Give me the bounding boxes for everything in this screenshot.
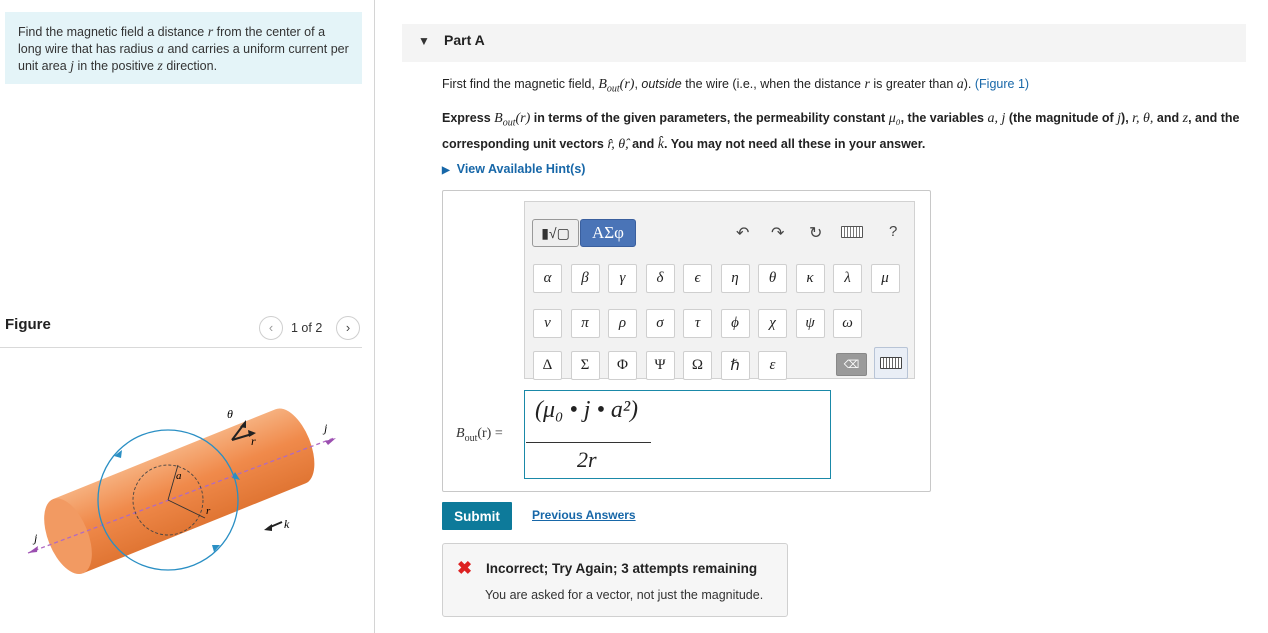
- theta-label: θ: [227, 407, 233, 421]
- figure-pager-count: 1 of 2: [291, 321, 323, 335]
- symbol-button[interactable]: γ: [608, 264, 637, 293]
- math-toolbar: [524, 201, 915, 379]
- symbol-button[interactable]: σ: [646, 309, 675, 338]
- r-label: r: [206, 505, 211, 517]
- problem-text: in the positive: [74, 59, 158, 73]
- expand-triangle-icon: ▶: [442, 165, 450, 176]
- figure-prev-button[interactable]: ‹: [259, 316, 283, 340]
- r-hat-label: r: [251, 434, 256, 448]
- k-hat-label: k: [284, 517, 290, 531]
- var-r: r: [207, 25, 214, 40]
- cylinder-body: [53, 402, 324, 574]
- symbol-button[interactable]: ρ: [608, 309, 637, 338]
- view-hints-toggle[interactable]: [442, 162, 585, 176]
- problem-text: Find the magnetic field a distance: [18, 25, 208, 39]
- symbol-button[interactable]: Σ: [571, 351, 600, 380]
- symbol-button[interactable]: β: [571, 264, 600, 293]
- feedback-message: You are asked for a vector, not just the magnitude.: [485, 588, 764, 602]
- keyboard-shortcuts-icon[interactable]: [841, 226, 863, 238]
- keyboard-icon: [880, 357, 902, 369]
- fraction-bar: [526, 442, 651, 443]
- symbol-button[interactable]: χ: [758, 309, 787, 338]
- var-z: z: [157, 59, 163, 74]
- symbol-button[interactable]: Ω: [683, 351, 712, 380]
- reset-icon[interactable]: ↻: [809, 225, 823, 242]
- previous-answers-link[interactable]: Previous Answers: [532, 508, 636, 522]
- symbol-button[interactable]: Ψ: [646, 351, 675, 380]
- symbol-button[interactable]: τ: [683, 309, 712, 338]
- instructions-text: Express $B_{out}(r)$ in terms of the given parameters, the permeability constant μ₀, the variables a, j (the magnitude of j), r, θ, and z, and the corresponding unit vectors r̂, θ̂, and k̂. You may not need all these in your answer.: [442, 111, 1240, 152]
- symbol-button[interactable]: ε: [758, 351, 787, 380]
- figure-1-link[interactable]: (Figure 1): [974, 77, 1030, 91]
- submit-button[interactable]: Submit: [442, 502, 512, 530]
- j-top-label: j: [324, 421, 328, 435]
- symbol-button[interactable]: ψ: [796, 309, 825, 338]
- problem-text: and carries a uniform current per unit area: [18, 42, 349, 73]
- answer-denominator: 2r: [577, 447, 597, 472]
- symbol-button[interactable]: π: [571, 309, 600, 338]
- symbol-button[interactable]: θ: [758, 264, 787, 293]
- backspace-button[interactable]: ⌫: [836, 353, 867, 376]
- feedback-title: Incorrect; Try Again; 3 attempts remaining: [486, 561, 758, 576]
- symbol-button[interactable]: κ: [796, 264, 825, 293]
- figure-header: [0, 310, 362, 348]
- var-j: j: [70, 59, 75, 74]
- axis-arrowhead: [28, 546, 38, 553]
- symbol-button[interactable]: α: [533, 264, 562, 293]
- figure-wire-diagram: [20, 400, 340, 575]
- feedback-box: [442, 543, 788, 617]
- undo-icon[interactable]: ↶: [736, 225, 750, 242]
- intro-text: First find the magnetic field, $B_{out}(r)$, outside the wire (i.e., when the distance r is greater than a). (Figure 1): [442, 77, 1030, 95]
- templates-button[interactable]: [532, 219, 579, 247]
- symbol-button[interactable]: Φ: [608, 351, 637, 380]
- problem-text: from the center of a long wire that has radius: [18, 25, 326, 56]
- j-left-label: j: [34, 531, 38, 545]
- answer-label: $B_{out}(r)$ =: [456, 426, 503, 444]
- keyboard-toggle-button[interactable]: [874, 347, 908, 379]
- part-title: Part A: [444, 32, 485, 48]
- help-button[interactable]: ?: [889, 223, 898, 240]
- a-label: a: [176, 470, 182, 482]
- symbol-button[interactable]: ω: [833, 309, 862, 338]
- var-a: a: [156, 42, 164, 57]
- symbol-button[interactable]: ϵ: [683, 264, 712, 293]
- answer-numerator: (μ₀ • j • a²): [535, 397, 639, 423]
- part-a-header[interactable]: [402, 24, 1246, 62]
- symbol-button[interactable]: δ: [646, 264, 675, 293]
- symbol-button[interactable]: ϕ: [721, 309, 750, 338]
- symbol-button[interactable]: μ: [871, 264, 900, 293]
- figure-title: Figure: [5, 316, 51, 333]
- hint-label: View Available Hint(s): [456, 162, 586, 176]
- problem-statement: [5, 12, 362, 84]
- left-column: [0, 0, 375, 633]
- symbol-button[interactable]: ℏ: [721, 351, 750, 380]
- collapse-caret-icon[interactable]: ▼: [418, 34, 430, 48]
- figure-next-button[interactable]: ›: [336, 316, 360, 340]
- answer-panel: [442, 190, 931, 492]
- symbol-button[interactable]: λ: [833, 264, 862, 293]
- symbol-button[interactable]: η: [721, 264, 750, 293]
- incorrect-x-icon: ✖: [457, 558, 473, 578]
- problem-text: direction.: [162, 59, 218, 73]
- symbol-button[interactable]: ν: [533, 309, 562, 338]
- redo-icon[interactable]: ↷: [771, 225, 785, 242]
- templates-icon: ▮√▢: [541, 224, 570, 241]
- greek-symbols-button[interactable]: ΑΣφ: [580, 219, 636, 247]
- symbol-button[interactable]: Δ: [533, 351, 562, 380]
- answer-input-field[interactable]: [524, 390, 831, 479]
